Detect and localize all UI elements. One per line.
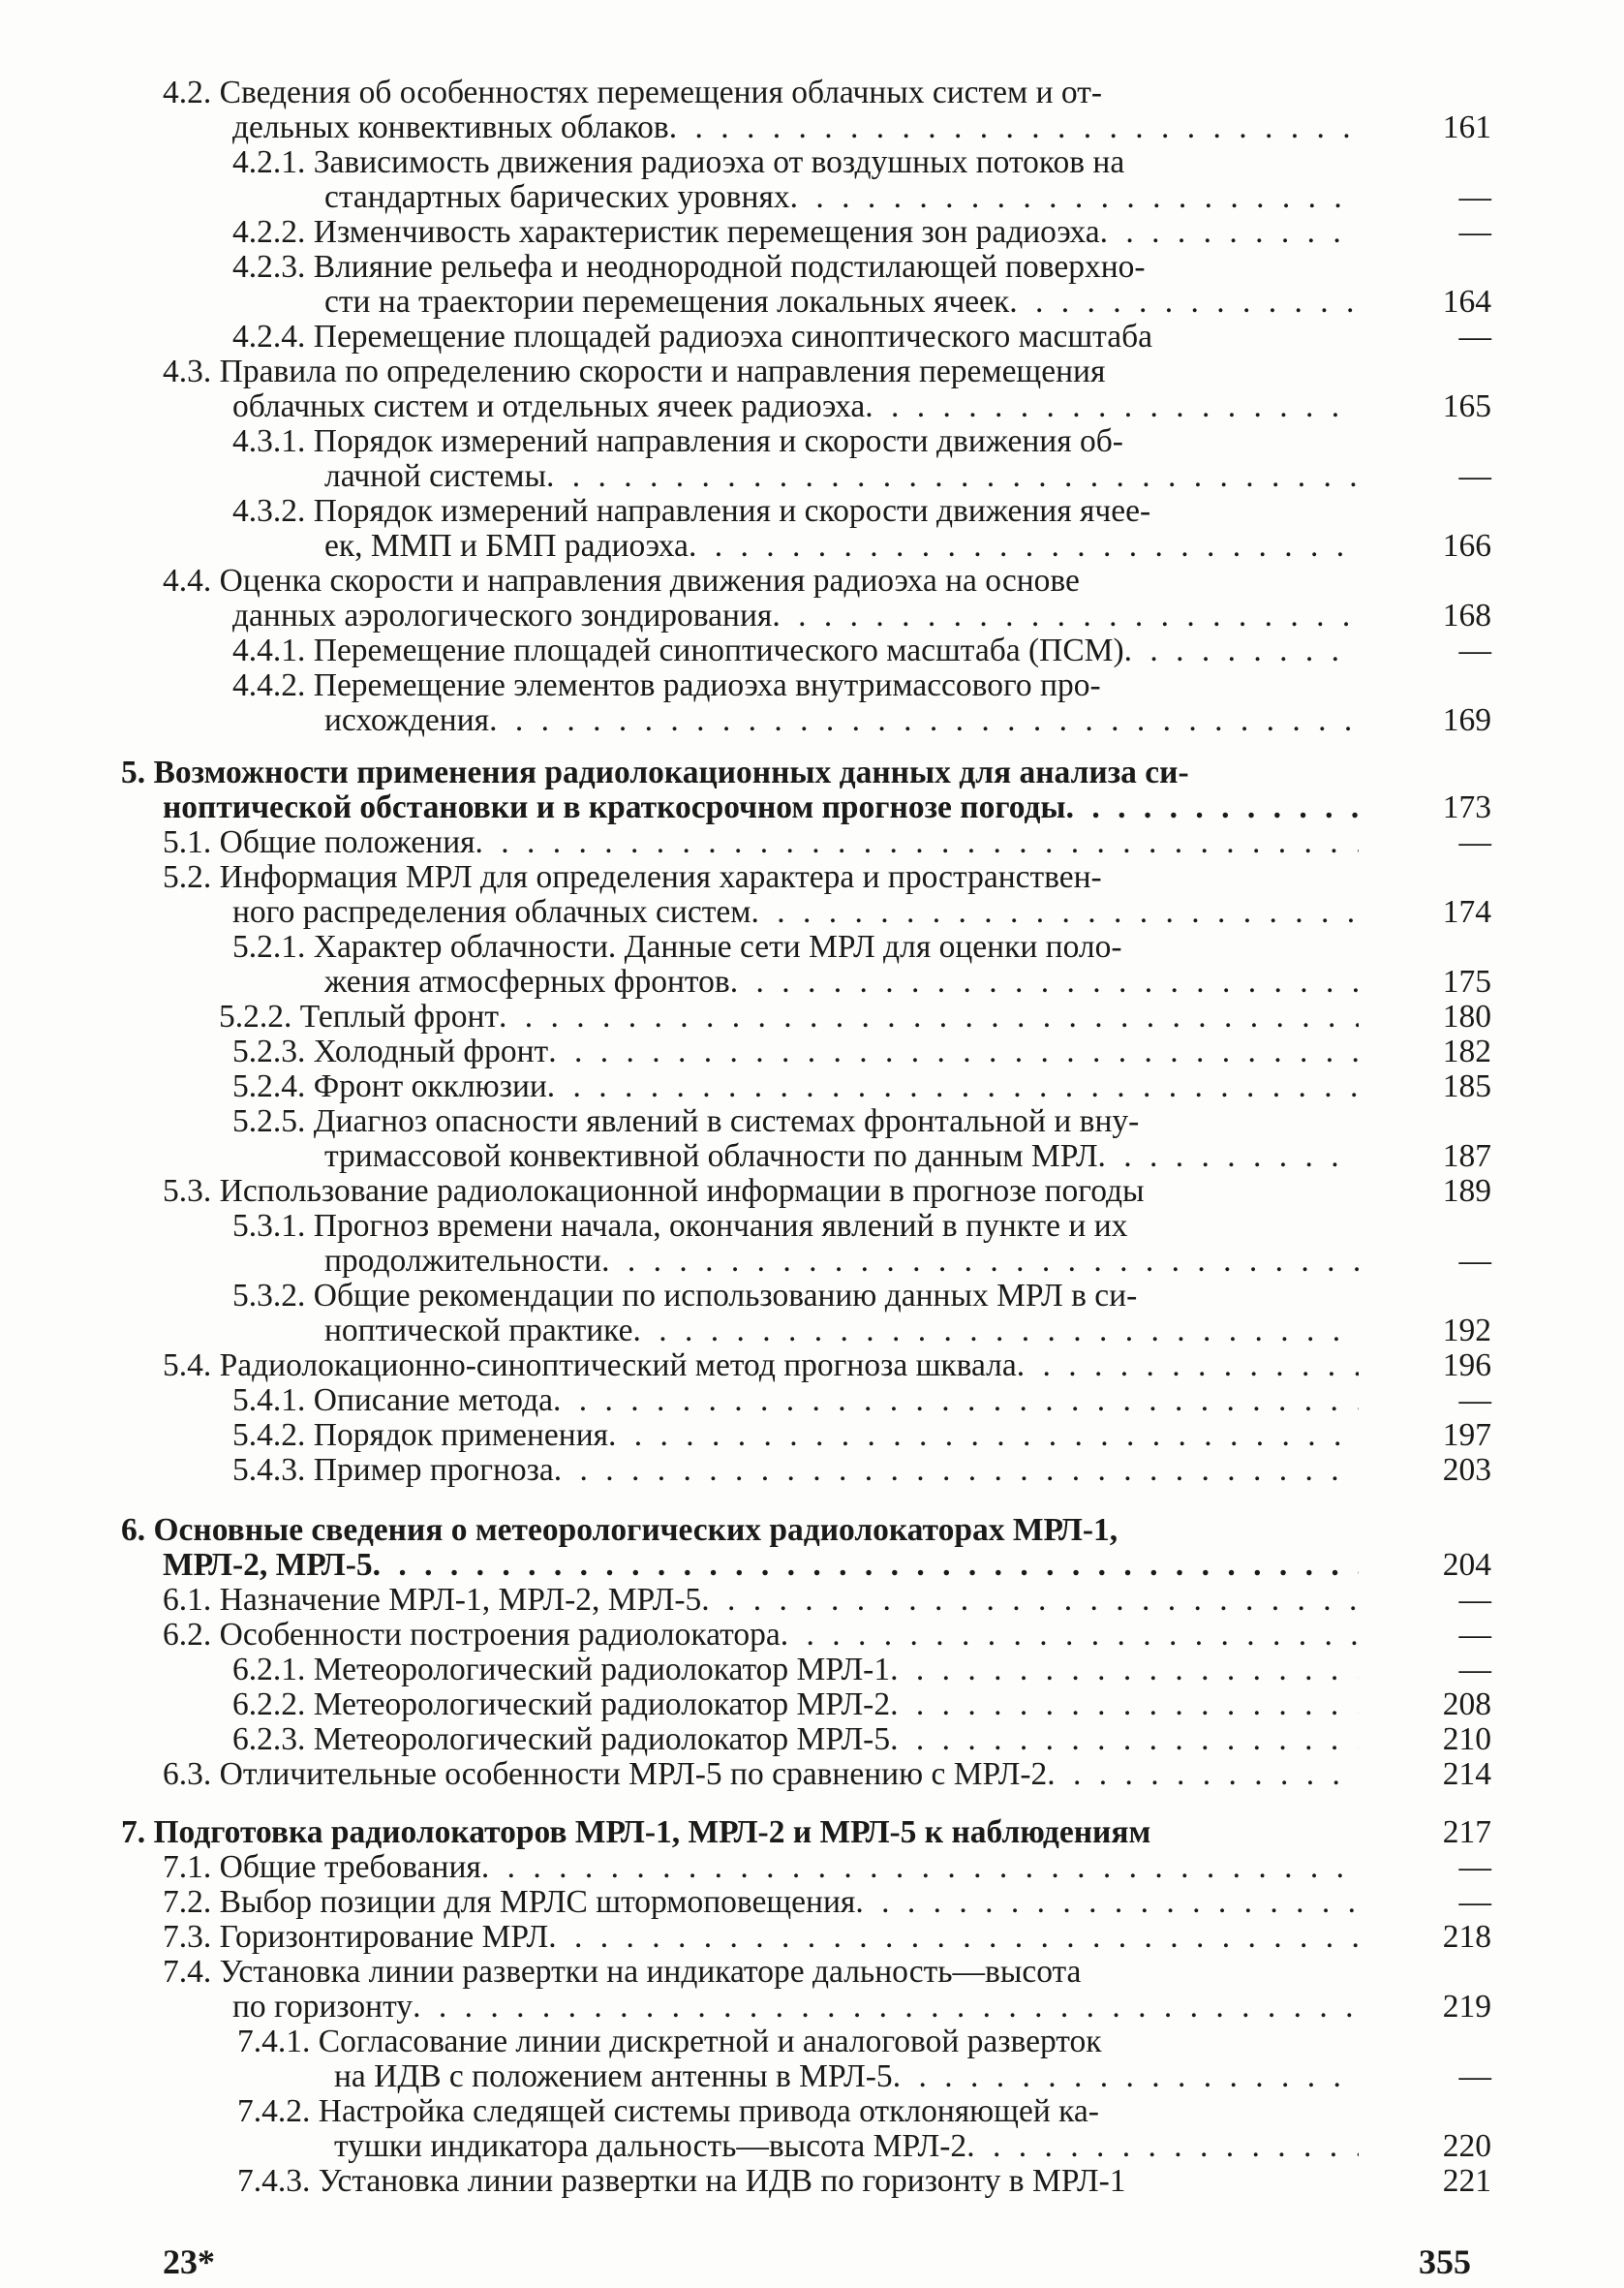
leader-dots <box>865 389 1359 424</box>
leader-dots <box>632 1314 1359 1348</box>
chapter-title: 7. Подготовка радиолокаторов МРЛ-1, МРЛ-2 и МРЛ-5 к наблюдениям <box>121 1814 1151 1850</box>
entry-text: исхождения <box>324 702 490 738</box>
entry-text: 7.4. Установка линии развертки на индикаторе дальность—высота <box>163 1954 1082 1990</box>
entry-text: 5.2.5. Диагноз опасности явлений в системах фронтальной и вну- <box>232 1103 1140 1139</box>
entry-text: тушки индикатора дальность—высота МРЛ-2 <box>334 2128 967 2164</box>
chapter-title: МРЛ-2, МРЛ-5 <box>163 1547 373 1583</box>
leader-dots <box>966 2129 1359 2164</box>
page-number: 221 <box>1442 2163 1491 2199</box>
entry-text: 5.3.2. Общие рекомендации по использованию данных МРЛ в си- <box>232 1278 1138 1314</box>
entry-text: 5.2.2. Теплый фронт <box>219 999 500 1035</box>
leader-dots <box>413 1990 1359 2025</box>
entry-text: ноптической практике <box>324 1313 633 1348</box>
entry-text: 5.3. Использование радиолокационной информации в прогнозе погоды <box>163 1173 1145 1209</box>
page-number: — <box>1458 2058 1491 2094</box>
page-number: 197 <box>1442 1417 1491 1453</box>
entry-text: 5.1. Общие положения <box>163 824 475 860</box>
entry-text: данных аэрологического зондирования <box>232 598 773 634</box>
chapter-title: 6. Основные сведения о метеорологических радиолокаторах МРЛ-1, <box>121 1512 1118 1548</box>
entry-text: 6.2.1. Метеорологический радиолокатор МРЛ-1 <box>232 1652 891 1687</box>
entry-text: облачных систем и отдельных ячеек радиоэха <box>232 388 866 424</box>
page-number: 169 <box>1442 702 1491 738</box>
page-number: — <box>1458 319 1491 355</box>
chapter-title: ноптической обстановки и в краткосрочном прогнозе погоды <box>163 789 1066 825</box>
page-number: 166 <box>1442 528 1491 564</box>
entry-text: 5.3.1. Прогноз времени начала, окончания явлений в пункте и их <box>232 1208 1128 1244</box>
entry-text: тримассовой конвективной облачности по данным МРЛ <box>324 1138 1098 1174</box>
signature-mark: 23* <box>163 2242 215 2281</box>
entry-text: 6.2.2. Метеорологический радиолокатор МРЛ-2 <box>232 1686 891 1722</box>
page-number: 180 <box>1442 999 1491 1035</box>
page-number: — <box>1458 214 1491 250</box>
entry-text: дельных конвективных облаков <box>232 109 669 145</box>
leader-dots <box>373 1548 1359 1583</box>
entry-text: 4.3.2. Порядок измерений направления и скорости движения ячее- <box>232 493 1151 529</box>
entry-text: 7.4.3. Установка линии развертки на ИДВ по горизонту в МРЛ-1 <box>237 2163 1126 2199</box>
leader-dots <box>489 703 1359 738</box>
page-number: 173 <box>1442 789 1491 825</box>
entry-text: 4.3. Правила по определению скорости и направления перемещения <box>163 354 1106 389</box>
leader-dots <box>608 1418 1359 1453</box>
leader-dots <box>601 1244 1359 1279</box>
leader-dots <box>481 1850 1359 1885</box>
entry-text: стандартных барических уровнях <box>324 179 790 215</box>
entry-text: ек, ММП и БМП радиоэха <box>324 528 689 564</box>
entry-text: 4.2.4. Перемещение площадей радиоэха синоптического масштаба <box>232 319 1152 355</box>
leader-dots <box>1017 1348 1359 1383</box>
leader-dots <box>772 599 1359 634</box>
entry-text: 6.2.3. Метеорологический радиолокатор МРЛ-5 <box>232 1721 891 1757</box>
leader-dots <box>1100 215 1359 250</box>
entry-text: 6.2. Особенности построения радиолокатора <box>163 1617 781 1653</box>
entry-text: 4.2. Сведения об особенностях перемещения облачных систем и от- <box>163 75 1103 110</box>
page-number: 204 <box>1442 1547 1491 1583</box>
leader-dots <box>781 1618 1359 1653</box>
entry-text: 4.2.2. Изменчивость характеристик перемещения зон радиоэха <box>232 214 1100 250</box>
leader-dots <box>1066 790 1359 825</box>
entry-text: 5.2.4. Фронт окклюзии <box>232 1068 547 1104</box>
entry-text: 4.4. Оценка скорости и направления движения радиоэха на основе <box>163 563 1080 599</box>
page-number: — <box>1458 1243 1491 1279</box>
page-number: 161 <box>1442 109 1491 145</box>
page-number: — <box>1458 633 1491 668</box>
page-number: 217 <box>1442 1814 1491 1850</box>
page-number: 165 <box>1442 388 1491 424</box>
leader-dots <box>548 1035 1359 1069</box>
page-number: 192 <box>1442 1313 1491 1348</box>
page-number: 208 <box>1442 1686 1491 1722</box>
entry-text: жения атмосферных фронтов <box>324 964 730 1000</box>
page-number: 210 <box>1442 1721 1491 1757</box>
leader-dots <box>1098 1139 1359 1174</box>
leader-dots <box>546 459 1359 494</box>
entry-text: ного распределения облачных систем <box>232 894 751 930</box>
page-number: 175 <box>1442 964 1491 1000</box>
leader-dots <box>1047 1757 1359 1792</box>
page-number: — <box>1458 179 1491 215</box>
page-number: 218 <box>1442 1919 1491 1955</box>
entry-text: 5.4.2. Порядок применения <box>232 1417 609 1453</box>
page-number: — <box>1458 1884 1491 1920</box>
leader-dots <box>890 1722 1359 1757</box>
leader-dots <box>890 1653 1359 1687</box>
entry-text: 4.4.1. Перемещение площадей синоптического масштаба (ПСМ) <box>232 633 1124 668</box>
entry-text: 7.4.1. Согласование линии дискретной и аналоговой разверток <box>237 2024 1102 2059</box>
page-number: 219 <box>1442 1989 1491 2025</box>
entry-text: 6.1. Назначение МРЛ-1, МРЛ-2, МРЛ-5 <box>163 1582 702 1618</box>
entry-text: лачной системы <box>324 458 546 494</box>
page-number: — <box>1458 1652 1491 1687</box>
leader-dots <box>547 1069 1359 1104</box>
entry-text: 7.3. Горизонтирование МРЛ <box>163 1919 549 1955</box>
entry-text: 5.4.3. Пример прогноза <box>232 1452 554 1488</box>
entry-text: 7.2. Выбор позиции для МРЛС штормоповещения <box>163 1884 856 1920</box>
leader-dots <box>701 1583 1359 1618</box>
leader-dots <box>499 1000 1359 1035</box>
entry-text: 5.2.1. Характер облачности. Данные сети МРЛ для оценки поло- <box>232 929 1122 965</box>
leader-dots <box>893 2059 1359 2094</box>
entry-text: 5.2.3. Холодный фронт <box>232 1034 549 1069</box>
entry-text: сти на траектории перемещения локальных ячеек <box>324 284 1010 320</box>
page-number: 187 <box>1442 1138 1491 1174</box>
page-number: — <box>1458 1849 1491 1885</box>
leader-dots <box>890 1687 1359 1722</box>
page-number: — <box>1458 1582 1491 1618</box>
entry-text: 4.4.2. Перемещение элементов радиоэха внутримассового про- <box>232 667 1101 703</box>
leader-dots <box>548 1920 1359 1955</box>
entry-text: продолжительности <box>324 1243 602 1279</box>
page-number: — <box>1458 458 1491 494</box>
page-number: 189 <box>1442 1173 1491 1209</box>
entry-text: 5.4. Радиолокационно-синоптический метод прогноза шквала <box>163 1347 1017 1383</box>
entry-text: на ИДВ с положением антенны в МРЛ-5 <box>334 2058 893 2094</box>
page-number: 164 <box>1442 284 1491 320</box>
page-number: 174 <box>1442 894 1491 930</box>
page-number: 196 <box>1442 1347 1491 1383</box>
page-number: 203 <box>1442 1452 1491 1488</box>
leader-dots <box>553 1383 1359 1418</box>
leader-dots <box>669 110 1359 145</box>
entry-text: 5.4.1. Описание метода <box>232 1382 554 1418</box>
page-number: 168 <box>1442 598 1491 634</box>
entry-text: 4.2.3. Влияние рельефа и неоднородной подстилающей поверхно- <box>232 249 1146 285</box>
entry-text: 4.2.1. Зависимость движения радиоэха от воздушных потоков на <box>232 144 1125 180</box>
page-number: 185 <box>1442 1068 1491 1104</box>
page-number: 214 <box>1442 1756 1491 1792</box>
entry-text: 6.3. Отличительные особенности МРЛ-5 по сравнению с МРЛ-2 <box>163 1756 1048 1792</box>
leader-dots <box>790 180 1359 215</box>
leader-dots <box>554 1453 1359 1488</box>
leader-dots <box>1124 634 1359 668</box>
page-number: — <box>1458 1617 1491 1653</box>
chapter-title: 5. Возможности применения радиолокационных данных для анализа си- <box>121 755 1189 790</box>
leader-dots <box>855 1885 1359 1920</box>
entry-text: по горизонту <box>232 1989 414 2025</box>
page-number: — <box>1458 1382 1491 1418</box>
page-folio: 355 <box>1419 2242 1471 2281</box>
page-number: — <box>1458 824 1491 860</box>
entry-text: 5.2. Информация МРЛ для определения характера и пространствен- <box>163 859 1102 895</box>
leader-dots <box>689 529 1359 564</box>
page-number: 220 <box>1442 2128 1491 2164</box>
page-number: 182 <box>1442 1034 1491 1069</box>
leader-dots <box>1009 285 1359 320</box>
entry-text: 7.4.2. Настройка следящей системы привода отклоняющей ка- <box>237 2093 1099 2129</box>
leader-dots <box>730 965 1359 1000</box>
entry-text: 7.1. Общие требования <box>163 1849 481 1885</box>
entry-text: 4.3.1. Порядок измерений направления и скорости движения об- <box>232 423 1123 459</box>
leader-dots <box>475 825 1359 860</box>
leader-dots <box>751 895 1359 930</box>
